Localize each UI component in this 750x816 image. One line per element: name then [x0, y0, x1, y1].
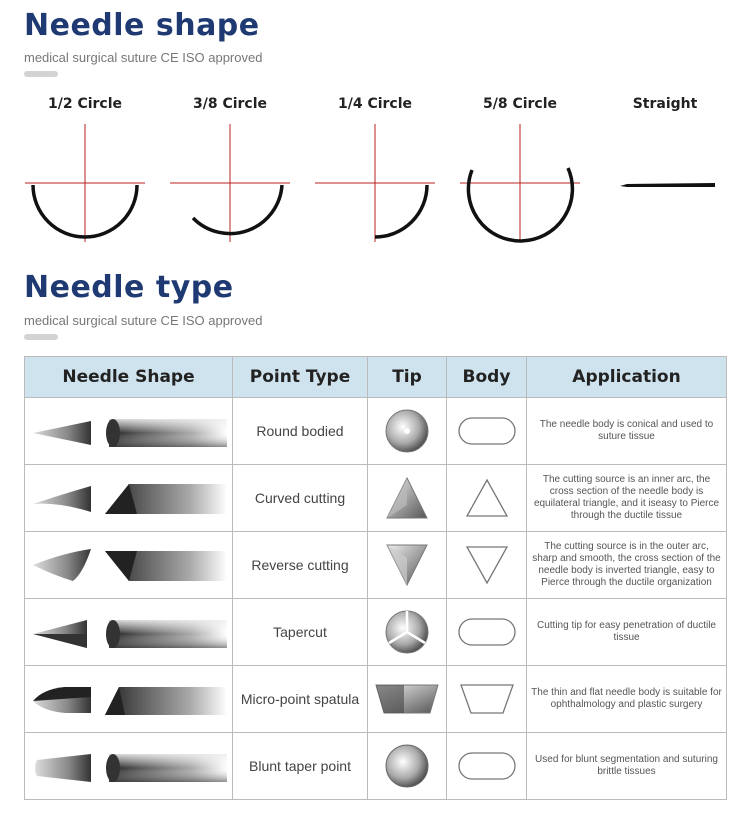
quarter-circle-needle-diagram [315, 120, 435, 245]
table-row [25, 465, 727, 532]
oval-body-icon [457, 751, 517, 781]
round-bodied-needle-icon [29, 411, 229, 451]
point-type-cell: Curved cutting [233, 465, 368, 532]
five-eighths-circle-needle-diagram [460, 120, 580, 245]
tapercut-needle-icon [29, 612, 229, 652]
needle-shape-cell [25, 666, 233, 733]
section-title-needle-shape: Needle shape [24, 8, 260, 43]
column-header: Tip [368, 357, 447, 398]
column-header: Application [527, 357, 727, 398]
needle-shape-cell [25, 465, 233, 532]
table-row [25, 733, 727, 800]
three-eighths-circle-needle-diagram [170, 120, 290, 245]
section-title-needle-type: Needle type [24, 270, 234, 305]
section-subtitle: medical surgical suture CE ISO approved [24, 50, 263, 65]
oval-body-icon [457, 416, 517, 446]
needle-shape-cell [25, 398, 233, 465]
application-cell: Used for blunt segmentation and suturing brittle tissues [527, 733, 727, 800]
needle-shape-cell [25, 599, 233, 666]
column-header: Body [447, 357, 527, 398]
point-type-cell: Round bodied [233, 398, 368, 465]
blunt-taper-point-needle-icon [29, 746, 229, 786]
curvature-label: Straight [632, 96, 698, 112]
application-cell: The cutting source is in the outer arc, sharp and smooth, the cross section of the needle body is inverted triangle, easy to Pierce through the ductile organization [527, 532, 727, 599]
oval-body-icon [457, 617, 517, 647]
trapezoid-body-icon [459, 681, 515, 717]
application-cell: The cutting source is an inner arc, the cross section of the needle body is equilateral triangle, and it iseasy to Pierce through the ductile tissue [527, 465, 727, 532]
point-type-cell: Tapercut [233, 599, 368, 666]
point-type-cell: Micro-point spatula [233, 666, 368, 733]
application-cell: The thin and flat needle body is suitable for ophthalmology and plastic surgery [527, 666, 727, 733]
application-cell: The needle body is conical and used to suture tissue [527, 398, 727, 465]
column-header: Needle Shape [25, 357, 233, 398]
curvature-label: 1/2 Circle [47, 96, 123, 112]
title-underline [24, 71, 58, 77]
triangle-body-icon [464, 477, 510, 519]
curved-cutting-needle-icon [29, 478, 229, 518]
table-row [25, 666, 727, 733]
title-underline [24, 334, 58, 340]
section-subtitle: medical surgical suture CE ISO approved [24, 313, 263, 328]
half-circle-needle-diagram [25, 120, 145, 245]
curvature-label: 5/8 Circle [482, 96, 558, 112]
point-type-cell: Reverse cutting [233, 532, 368, 599]
inverted-triangle-body-icon [464, 544, 510, 586]
table-header-row [25, 357, 727, 398]
micro-point-spatula-needle-icon [29, 679, 229, 719]
point-type-cell: Blunt taper point [233, 733, 368, 800]
triangle-tip-icon [384, 475, 430, 521]
tapercut-tip-icon [384, 609, 430, 655]
needle-shape-cell [25, 733, 233, 800]
curvature-label: 1/4 Circle [337, 96, 413, 112]
straight-needle-diagram [605, 120, 725, 245]
inverted-triangle-tip-icon [384, 542, 430, 588]
needle-type-table [24, 356, 727, 800]
needle-shape-cell [25, 532, 233, 599]
table-row [25, 599, 727, 666]
reverse-cutting-needle-icon [29, 545, 229, 585]
curvature-label: 3/8 Circle [192, 96, 268, 112]
trapezoid-tip-icon [374, 679, 440, 719]
column-header: Point Type [233, 357, 368, 398]
table-row [25, 532, 727, 599]
sphere-tip-icon [384, 743, 430, 789]
table-row [25, 398, 727, 465]
round-tip-icon [384, 408, 430, 454]
application-cell: Cutting tip for easy penetration of ductile tissue [527, 599, 727, 666]
